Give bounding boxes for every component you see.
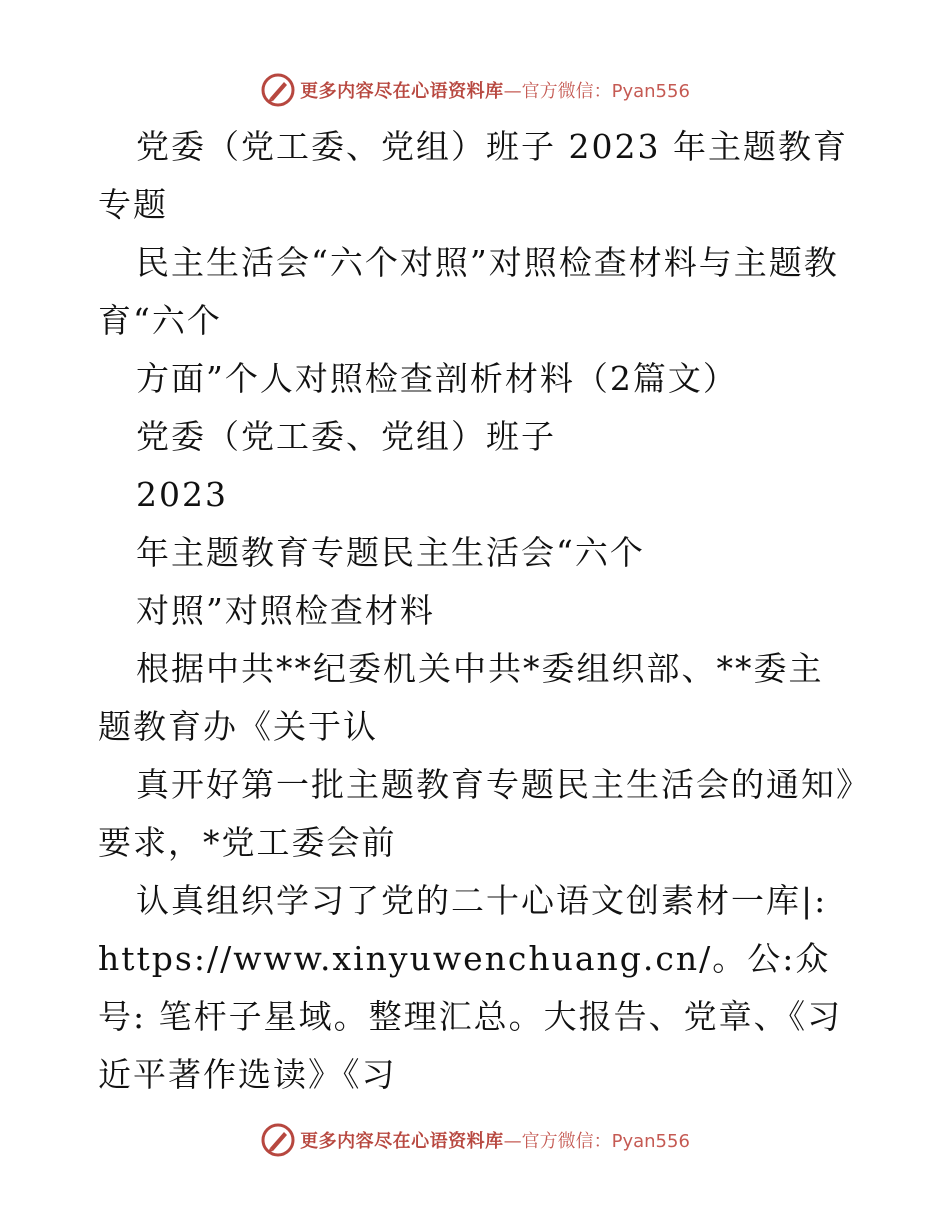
document-paragraph: 2023: [136, 475, 228, 514]
header-brand-text: 更多内容尽在心语资料库: [300, 81, 504, 102]
footer-watermark: [0, 1120, 950, 1160]
pen-logo-icon: [260, 72, 296, 108]
pen-logo-icon: [260, 1122, 296, 1158]
document-paragraph: 对照”对照检查材料: [136, 591, 435, 630]
document-body: [98, 118, 858, 1104]
footer-brand-text: 更多内容尽在心语资料库: [300, 1131, 504, 1152]
header-suffix-text: —官方微信：Pyan556: [503, 81, 690, 102]
document-paragraph: 年主题教育专题民主生活会“六个: [136, 533, 645, 572]
document-paragraph: 认真组织学习了党的二十心语文创素材一库|: https://www.xinyuwenchuang.cn/。公:众号: 笔杆子星域。整理汇总。大报告、党章、《习近平著作选读》《习: [98, 881, 843, 1094]
document-paragraph: 真开好第一批主题教育专题民主生活会的通知》要求，*党工委会前: [98, 765, 855, 862]
header-watermark: [0, 70, 950, 110]
document-paragraph: 党委（党工委、党组）班子 2023 年主题教育专题: [98, 127, 848, 224]
document-paragraph: 民主生活会“六个对照”对照检查材料与主题教育“六个: [98, 243, 839, 340]
document-paragraph: 方面”个人对照检查剖析材料（2篇文）: [136, 359, 738, 398]
document-paragraph: 党委（党工委、党组）班子: [136, 417, 556, 456]
document-paragraph: 根据中共**纪委机关中共*委组织部、**委主题教育办《关于认: [98, 649, 824, 746]
footer-suffix-text: —官方微信：Pyan556: [503, 1131, 690, 1152]
